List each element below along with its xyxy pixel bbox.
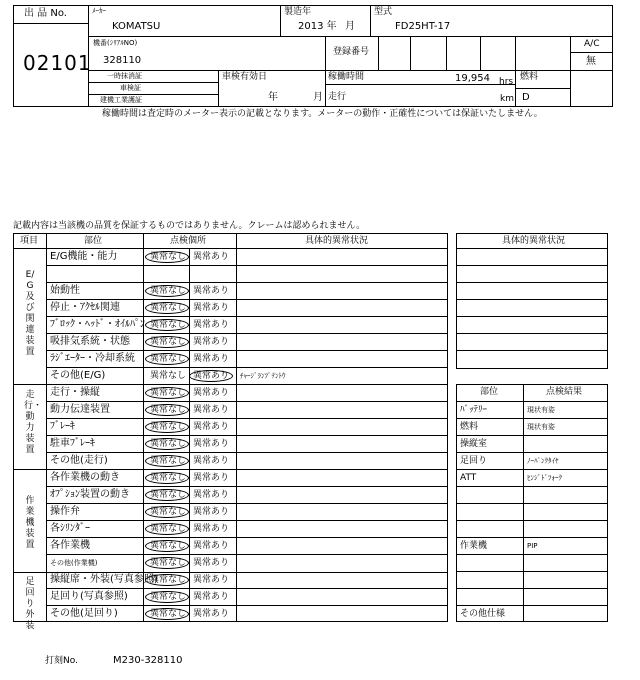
status-ok-option[interactable]: 異常なし [150,473,187,483]
row-part: 各ｼﾘﾝﾀﾞｰ [50,523,90,534]
work-permit-label: 建機工業護証 [100,96,142,104]
model-label: 型式 [374,7,393,17]
status-selected-circle [145,574,189,586]
equipment-part: 足回り [460,456,488,466]
status-ng-option[interactable]: 異常あり [193,473,230,483]
equipment-result: 現状有姿 [527,423,555,431]
fuel-label: 燃料 [520,72,539,82]
status-ng-option[interactable]: 異常あり [193,575,230,585]
status-ok-option[interactable]: 異常なし [150,252,187,262]
status-ng-option[interactable]: 異常あり [193,507,230,517]
row-part: ｵﾌﾟｼｮﾝ装置の動き [50,489,130,500]
stamp-no-value: M230-328110 [113,655,183,666]
equipment-result: PIP [527,542,538,550]
reg-label: 登録番号 [333,47,370,57]
year-month-suffix: 月 [345,21,355,32]
equipment-result: 現状有姿 [527,406,555,414]
inspection-month: 月 [313,92,323,103]
equipment-part: ﾊﾞｯﾃﾘｰ [460,405,488,415]
row-part: 走行・操縦 [50,387,100,398]
hours-label: 稼働時間 [328,72,365,82]
travel-label: 走行 [328,92,347,102]
row-part: その他(作業機) [50,559,98,567]
status-ng-option[interactable]: 異常あり [193,592,230,602]
status-ng-option[interactable]: 異常あり [193,354,230,364]
inspection-label: 車検有効日 [222,72,268,82]
hours-unit: hrs [499,77,514,87]
status-ok-option[interactable]: 異常なし [150,524,187,534]
status-ok-option[interactable]: 異常なし [150,371,187,381]
right-detail-header: 具体的異常状況 [502,236,566,246]
item-no: 02101 [23,51,92,75]
col-check-header: 点検個所 [170,236,207,246]
row-part: その他(走行) [50,455,108,466]
status-selected-circle [145,455,189,467]
status-ok-option[interactable]: 異常なし [150,541,187,551]
status-selected-circle [145,251,189,263]
row-part: 動力伝達装置 [50,404,110,415]
row-part: E/G機能・能力 [50,251,118,262]
status-ok-option[interactable]: 異常なし [150,439,187,449]
equipment-result-header: 点検結果 [546,387,583,397]
status-selected-circle [145,438,189,450]
status-selected-circle [145,353,189,365]
equipment-result: ﾋﾝｼﾞﾄﾞﾌｫｰｸ [527,474,562,482]
status-ng-option[interactable]: 異常あり [193,439,230,449]
vehicle-cert-label: 車検証 [120,84,141,92]
status-selected-circle [145,387,189,399]
status-ng-option[interactable]: 異常あり [193,456,230,466]
row-part: ﾌﾞﾛｯｸ・ﾍｯﾄﾞ・ｵｲﾙﾊﾟﾝ [50,319,145,330]
status-ng-option[interactable]: 異常あり [193,337,230,347]
row-part: 停止・ｱｸｾﾙ関連 [50,302,120,313]
status-selected-circle [145,336,189,348]
status-selected-circle [145,608,189,620]
status-selected-circle [145,506,189,518]
status-ok-option[interactable]: 異常なし [150,456,187,466]
km-unit: km [500,94,514,104]
row-part: ﾗｼﾞｴｰﾀｰ・冷却系統 [50,353,135,364]
ac-label: A/C [584,39,600,49]
status-ok-option[interactable]: 異常なし [150,354,187,364]
status-selected-circle [145,591,189,603]
right-detail-frame [456,233,608,369]
row-part: 各作業機 [50,540,90,551]
status-ng-option[interactable]: 異常あり [193,558,230,568]
status-ok-option[interactable]: 異常なし [150,507,187,517]
equipment-result: ﾉｰﾊﾟﾝｸﾀｲﾔ [527,457,559,465]
year-label: 製造年 [284,7,312,17]
status-ok-option[interactable]: 異常なし [150,609,187,619]
stamp-no-label: 打刻No. [45,656,78,666]
inspection-year: 年 [268,92,278,103]
disclaimer: 記載内容は当該機の品質を保証するものではありません。クレームは認められません。 [13,221,366,231]
status-ok-option[interactable]: 異常なし [150,422,187,432]
status-ng-option[interactable]: 異常あり [193,422,230,432]
group-title-undercarriage: 足回り外装 [25,577,35,631]
equipment-part: 燃料 [460,422,479,432]
item-no-label: 出 品 No. [24,8,67,19]
status-ng-option[interactable]: 異常あり [193,524,230,534]
status-ng-option[interactable]: 異常あり [193,371,230,381]
row-part: その他(E/G) [50,370,106,381]
equipment-part: ATT [460,473,477,483]
row-part: 操作弁 [50,506,80,517]
status-selected-circle [145,302,189,314]
status-selected-circle [145,523,189,535]
col-detail-header: 具体的異常状況 [305,236,369,246]
row-part: 操縦席・外装(写真参照) [50,574,158,585]
status-ok-option[interactable]: 異常なし [150,320,187,330]
status-selected-circle [145,421,189,433]
row-detail: ﾁｬｰｼﾞﾗﾝﾌﾟﾃﾝﾄｳ [240,372,286,380]
model: FD25HT-17 [395,21,451,32]
maker-label: ﾒｰｶｰ [92,7,106,15]
ac-value: 無 [586,56,596,67]
group-title-work: 作業機装置 [25,496,35,550]
status-ok-option[interactable]: 異常なし [150,303,187,313]
status-ok-option[interactable]: 異常なし [150,337,187,347]
status-ok-option[interactable]: 異常なし [150,405,187,415]
status-ok-option[interactable]: 異常なし [150,592,187,602]
row-part: 足回り(写真参照) [50,591,128,602]
equipment-part: その他仕様 [460,609,506,619]
status-ng-option[interactable]: 異常あり [193,541,230,551]
status-ok-option[interactable]: 異常なし [150,490,187,500]
status-ng-option[interactable]: 異常あり [193,252,230,262]
status-ng-option[interactable]: 異常あり [193,388,230,398]
status-selected-circle [145,319,189,331]
status-selected-circle [145,472,189,484]
row-part: 吸排気系統・状態 [50,336,130,347]
row-part: 駐車ﾌﾞﾚｰｷ [50,438,95,449]
row-part: その他(足回り) [50,608,118,619]
equipment-part: 操縦室 [460,439,488,449]
status-selected-circle [145,489,189,501]
fuel-value: D [522,92,530,103]
status-ok-option[interactable]: 異常なし [150,388,187,398]
hours-note: 稼働時間は査定時のメーター表示の記載となります。メーターの動作・正確性については保証いたしません。 [102,109,543,119]
status-ok-option[interactable]: 異常なし [150,558,187,568]
group-title-travel: 走行・動力装置 [24,390,43,455]
group-title-eg: E/G及び関連装置 [25,270,35,357]
row-part: 始動性 [50,285,80,296]
status-selected-circle [145,404,189,416]
year: 2013 年 [298,21,337,32]
status-selected-circle [145,540,189,552]
maker: KOMATSU [112,21,161,32]
status-selected-circle [145,285,189,297]
status-ng-option[interactable]: 異常あり [193,303,230,313]
equipment-part: 作業機 [460,541,488,551]
status-ng-option[interactable]: 異常あり [193,286,230,296]
serial: 328110 [103,55,142,66]
hours-value: 19,954 [455,73,490,84]
equipment-part-header: 部位 [480,387,499,397]
row-part: ﾌﾞﾚｰｷ [50,421,75,432]
status-ng-option[interactable]: 異常あり [193,405,230,415]
temp-permit-label: 一時抹消証 [107,72,142,80]
status-ng-option[interactable]: 異常あり [193,609,230,619]
status-ng-option[interactable]: 異常あり [193,320,230,330]
status-ng-option[interactable]: 異常あり [193,490,230,500]
col-part-header: 部位 [84,236,103,246]
status-ok-option[interactable]: 異常なし [150,575,187,585]
status-selected-circle [145,557,189,569]
row-part: 各作業機の動き [50,472,120,483]
serial-label: 機番(ｼﾘｱﾙNO) [93,39,138,47]
status-selected-circle [189,370,233,382]
status-ok-option[interactable]: 異常なし [150,286,187,296]
col-item-header: 項目 [20,236,39,246]
